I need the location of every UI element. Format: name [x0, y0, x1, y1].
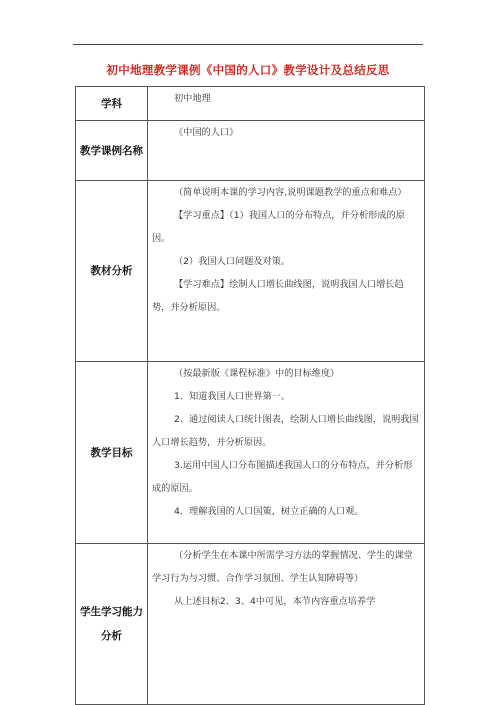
material-analysis-cell — [148, 181, 425, 362]
material-analysis-intro: （简单说明本课的学习内容,说明课题教学的重点和难点） — [174, 187, 407, 198]
subject-value-cell — [148, 87, 425, 121]
material-analysis-key-point: 【学习重点】（1）我国人口的分布特点，并分析形成的原因。 — [152, 210, 405, 244]
material-analysis-difficulty: 【学习难点】绘制人口增长曲线图，说明我国人口增长趋势，并分析原因。 — [152, 279, 404, 313]
student-ability-cell — [148, 544, 425, 705]
table-row-material-analysis — [76, 181, 425, 362]
case-name-value: 《中国的人口》 — [174, 127, 239, 138]
subject-label: 学科 — [76, 87, 148, 121]
lesson-plan-table — [75, 86, 425, 705]
subject-value: 初中地理 — [174, 93, 211, 104]
document-title: 初中地理教学课例《中国的人口》教学设计及总结反思 — [106, 63, 390, 77]
table-row-subject — [76, 87, 425, 121]
teaching-goal-3: 3.运用中国人口分布图描述我国人口的分布特点，并分析形成的原因。 — [152, 460, 413, 494]
case-name-label: 教学课例名称 — [76, 121, 148, 181]
teaching-goals-label: 教学目标 — [76, 362, 148, 544]
student-ability-label: 学生学习能力分析 — [76, 544, 148, 705]
student-ability-intro: （分析学生在本课中所需学习方法的掌握情况、学生的课堂学习行为与习惯、合作学习氛围、学生认知障碍等） — [152, 550, 413, 584]
teaching-goal-2: 2、通过阅读人口统计图表，绘制人口增长曲线图，说明我国人口增长趋势，并分析原因。 — [152, 414, 419, 448]
table-row-student-ability — [76, 544, 425, 705]
teaching-goal-4: 4．理解我国的人口国策，树立正确的人口观。 — [174, 506, 364, 517]
teaching-goals-intro: （按最新版《课程标准》中的目标维度） — [174, 368, 340, 379]
material-analysis-label: 教材分析 — [76, 181, 148, 362]
table-row-case-name — [76, 121, 425, 181]
teaching-goal-1: 1．知道我国人口世界第一。 — [174, 391, 291, 402]
material-analysis-key-point-2: （2）我国人口问题及对策。 — [174, 256, 291, 267]
table-row-teaching-goals — [76, 362, 425, 544]
header-rule — [73, 44, 423, 45]
teaching-goals-cell — [148, 362, 425, 544]
case-name-value-cell — [148, 121, 425, 181]
student-ability-text: 从上述目标2、3、4中可见，本节内容重点培养学 — [174, 596, 376, 607]
